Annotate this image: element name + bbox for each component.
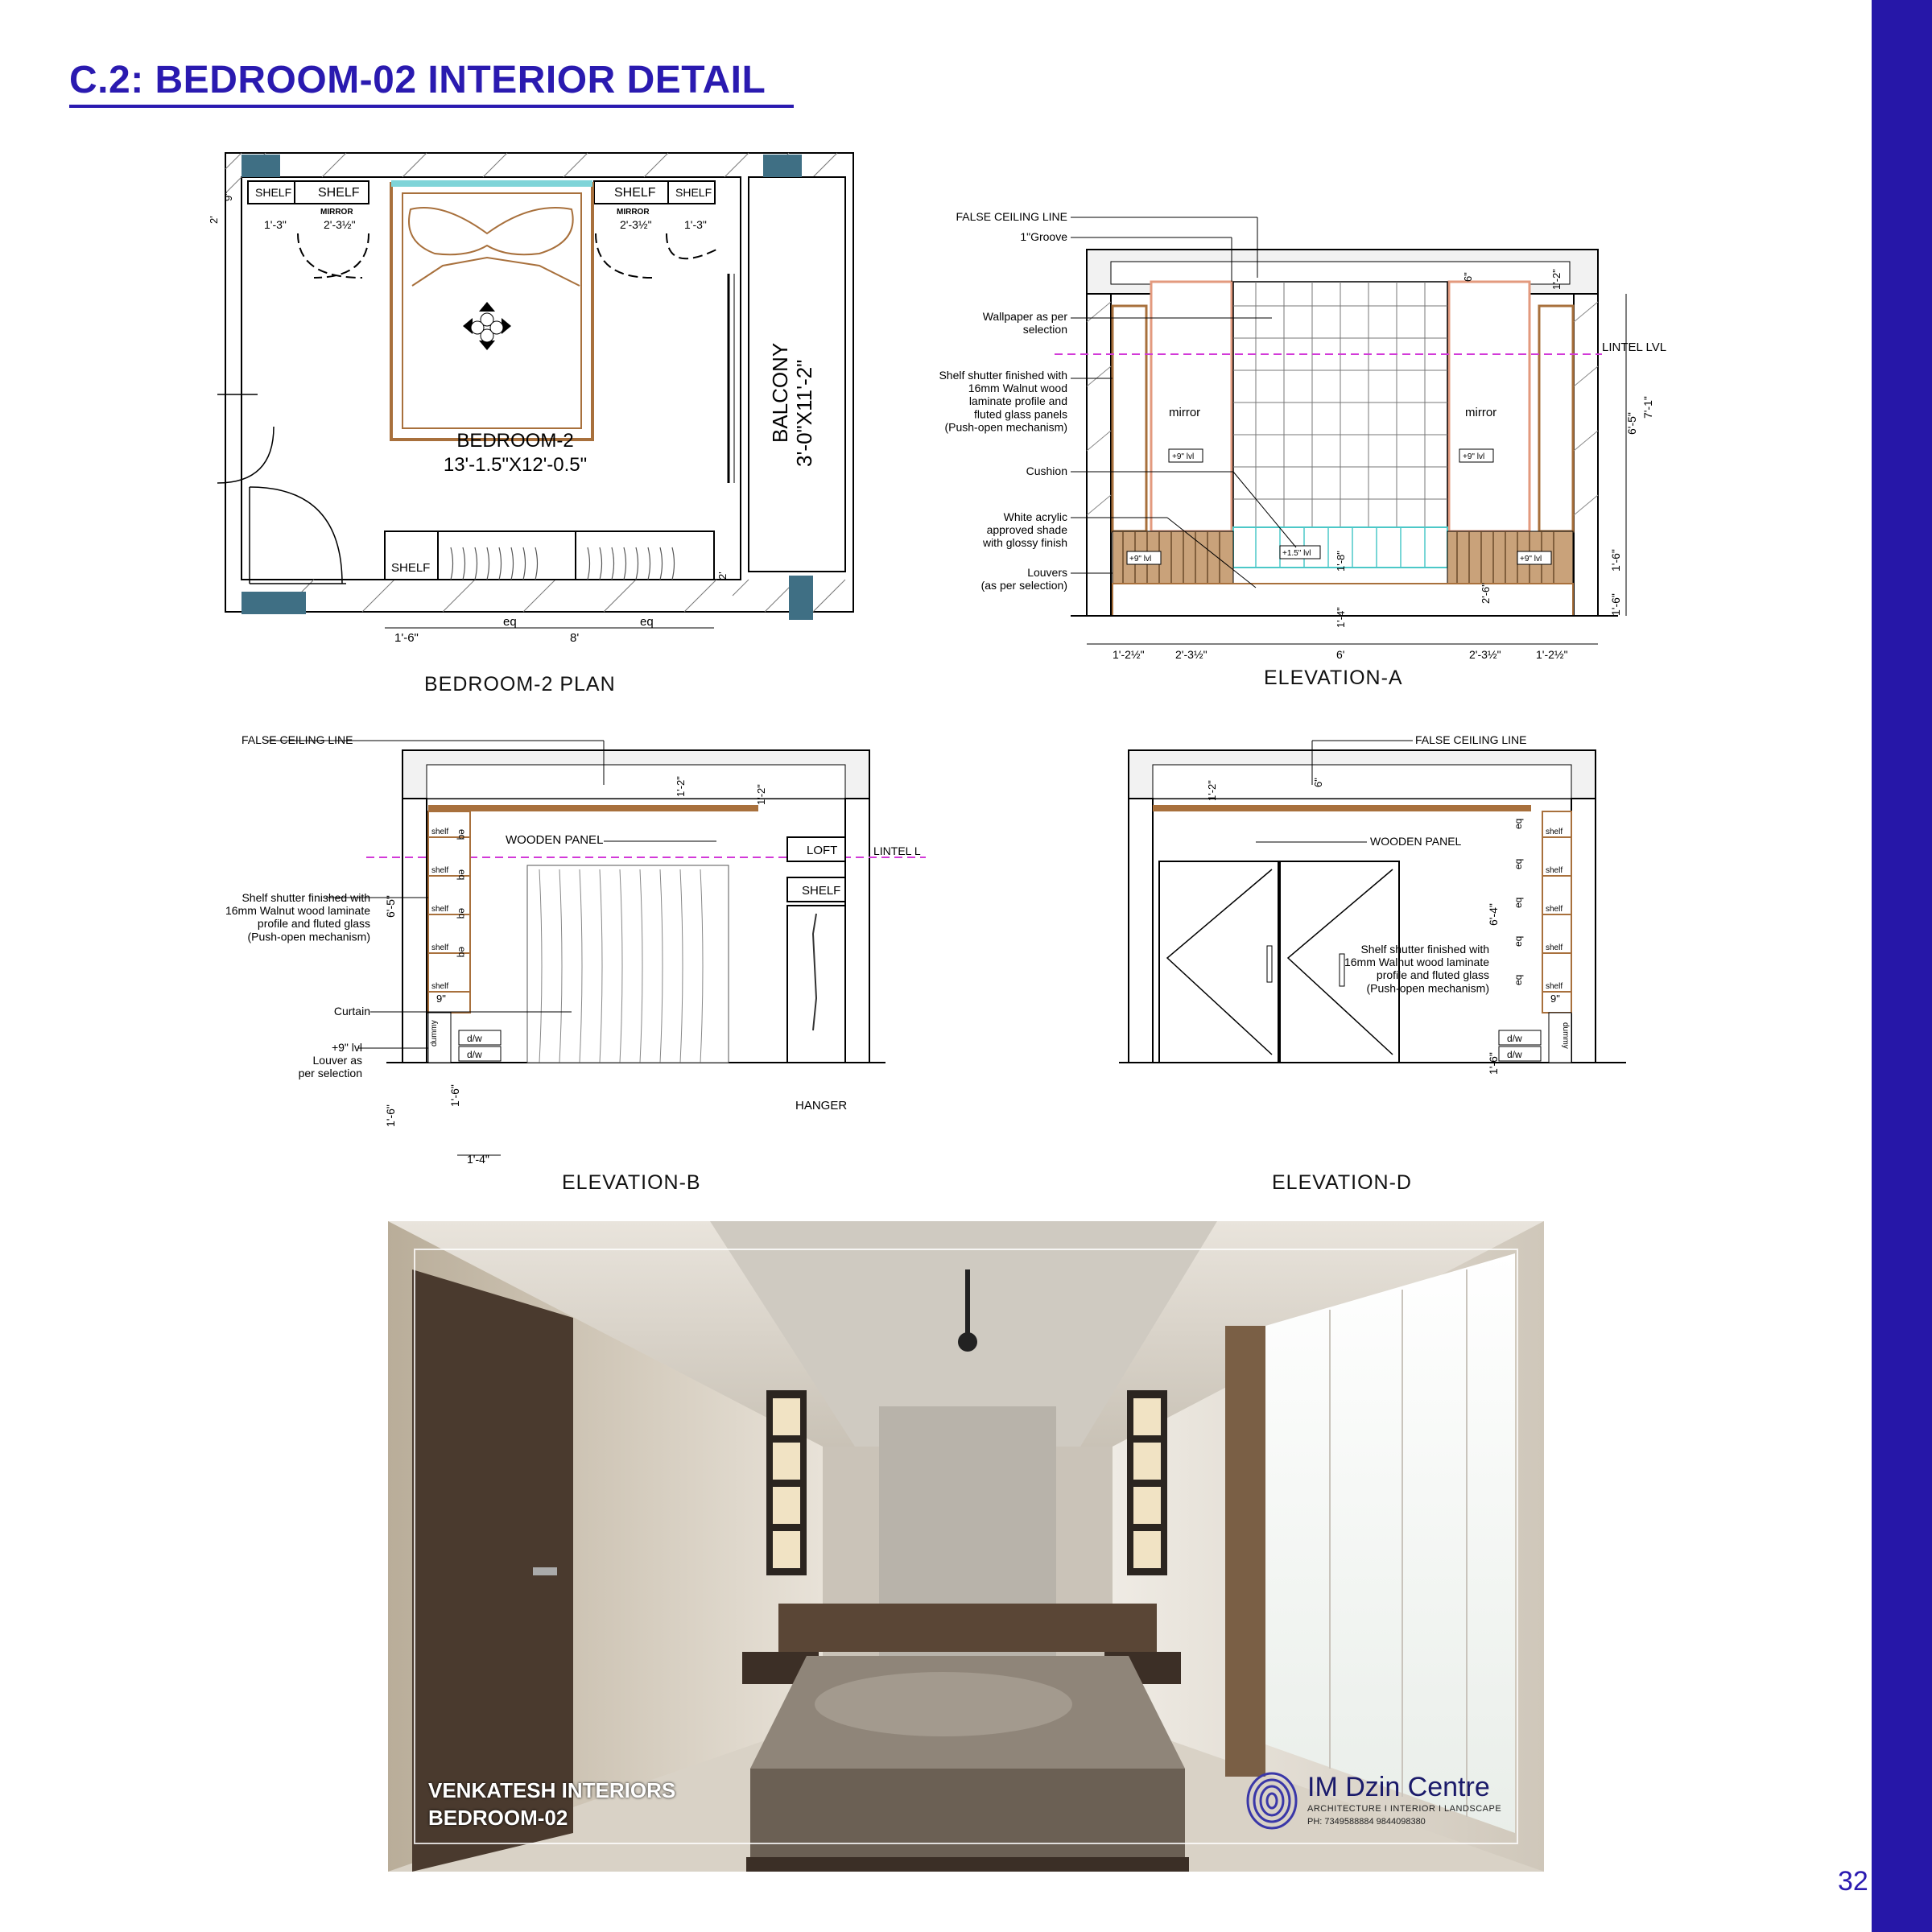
svg-text:eq: eq <box>503 615 517 629</box>
svg-text:+9" lvl: +9" lvl <box>1463 452 1485 461</box>
brand-tagline: ARCHITECTURE I INTERIOR I LANDSCAPE <box>1307 1804 1502 1814</box>
svg-text:2'-3½": 2'-3½" <box>324 218 356 231</box>
svg-text:WOODEN PANEL: WOODEN PANEL <box>1370 835 1462 848</box>
room-size: 13'-1.5"X12'-0.5" <box>443 454 588 476</box>
svg-text:+9" lvl: +9" lvl <box>1172 452 1195 461</box>
elevation-a-drawing <box>926 201 1690 668</box>
svg-text:HANGER: HANGER <box>795 1099 848 1113</box>
svg-text:+9" lvl: +9" lvl <box>1520 555 1542 564</box>
svg-text:1'-8": 1'-8" <box>1335 551 1347 572</box>
svg-text:2'-3½": 2'-3½" <box>620 218 652 231</box>
svg-text:shelf: shelf <box>1546 866 1563 875</box>
side-accent-bar <box>1872 0 1932 1932</box>
svg-text:1"Groove: 1"Groove <box>1020 230 1067 243</box>
svg-text:1'-3": 1'-3" <box>684 218 707 231</box>
page-title: C.2: BEDROOM-02 INTERIOR DETAIL <box>69 59 766 101</box>
svg-text:+9" lvlLouver asper selection: +9" lvl Louver as per selection <box>298 1041 362 1080</box>
svg-text:SHELF: SHELF <box>614 186 656 200</box>
svg-text:Shelf shutter finished with16m: Shelf shutter finished with 16mm Walnut wood laminate profile and fluted glass panels (Push-open mechanism) <box>939 369 1067 434</box>
title-underline <box>69 105 794 108</box>
room-name: BEDROOM-2 <box>456 430 574 452</box>
svg-text:1'-2½": 1'-2½" <box>1113 648 1145 661</box>
svg-text:1'-6": 1'-6" <box>384 1104 397 1127</box>
svg-text:White acrylicapproved shadewit: White acrylic approved shade with glossy finish <box>982 510 1067 550</box>
svg-text:2'-6": 2'-6" <box>1480 583 1492 604</box>
balcony-size: 3'-0"X11'-2" <box>792 359 816 467</box>
svg-text:eq: eq <box>1513 935 1524 947</box>
svg-text:6'-4": 6'-4" <box>1487 903 1500 926</box>
svg-text:6": 6" <box>1462 272 1474 282</box>
svg-text:d/w: d/w <box>467 1033 482 1044</box>
svg-text:SHELF: SHELF <box>318 186 360 200</box>
svg-text:FALSE CEILING LINE: FALSE CEILING LINE <box>1415 733 1527 746</box>
svg-text:shelf: shelf <box>1546 828 1563 836</box>
svg-text:1'-6": 1'-6" <box>1609 549 1622 572</box>
svg-text:+1.5" lvl: +1.5" lvl <box>1282 549 1311 558</box>
svg-text:shelf: shelf <box>431 828 449 836</box>
svg-text:8': 8' <box>570 631 580 645</box>
brand-phone: PH: 7349588884 9844098380 <box>1307 1817 1426 1827</box>
svg-text:Cushion: Cushion <box>1026 464 1067 477</box>
plan-shelf-label: SHELF <box>255 186 292 199</box>
elevation-a-caption: ELEVATION-A <box>1264 667 1403 689</box>
svg-text:WOODEN PANEL: WOODEN PANEL <box>506 833 604 847</box>
svg-text:mirror: mirror <box>1465 406 1497 419</box>
svg-text:eq: eq <box>640 615 654 629</box>
column <box>242 155 280 177</box>
svg-text:Shelf shutter finished with16m: Shelf shutter finished with 16mm Walnut wood laminate profile and fluted glass (Push-open mechanism) <box>1344 943 1489 995</box>
svg-text:2': 2' <box>208 216 220 224</box>
svg-text:Louvers(as per selection): Louvers (as per selection) <box>980 566 1067 592</box>
svg-text:dummy: dummy <box>1561 1022 1570 1049</box>
svg-text:shelf: shelf <box>431 866 449 875</box>
svg-text:shelf: shelf <box>431 982 449 991</box>
svg-text:d/w: d/w <box>1507 1049 1522 1060</box>
svg-text:1'-6": 1'-6" <box>394 631 419 645</box>
svg-text:1'-2½": 1'-2½" <box>1536 648 1568 661</box>
plan-caption: BEDROOM-2 PLAN <box>424 673 616 696</box>
svg-text:eq: eq <box>456 869 468 881</box>
svg-text:2'-3½": 2'-3½" <box>1175 648 1208 661</box>
svg-text:shelf: shelf <box>1546 943 1563 952</box>
svg-text:SHELF: SHELF <box>802 884 841 898</box>
svg-text:SHELF: SHELF <box>391 561 431 575</box>
elevation-b-drawing <box>201 724 942 1175</box>
svg-text:1'-2": 1'-2" <box>755 784 767 805</box>
svg-text:shelf: shelf <box>431 905 449 914</box>
svg-text:shelf: shelf <box>431 943 449 952</box>
svg-text:shelf: shelf <box>1546 982 1563 991</box>
page-number: 32 <box>1838 1866 1868 1897</box>
svg-text:1'-6": 1'-6" <box>448 1084 461 1107</box>
svg-text:1'-3": 1'-3" <box>264 218 287 231</box>
svg-text:shelf: shelf <box>1546 905 1563 914</box>
svg-text:MIRROR: MIRROR <box>320 208 353 217</box>
svg-text:eq: eq <box>1513 897 1524 908</box>
svg-text:FALSE CEILING LINE: FALSE CEILING LINE <box>242 733 353 746</box>
svg-text:d/w: d/w <box>1507 1033 1522 1044</box>
svg-text:SHELF: SHELF <box>675 186 712 199</box>
svg-text:Shelf shutter finished with16m: Shelf shutter finished with 16mm Walnut wood laminate profile and fluted glass (Push-open mechanism) <box>225 891 370 943</box>
svg-text:d/w: d/w <box>467 1049 482 1060</box>
svg-text:eq: eq <box>456 947 468 958</box>
mirror-label: mirror <box>1169 406 1201 419</box>
svg-text:9": 9" <box>222 192 234 201</box>
balcony-name: BALCONY <box>768 342 792 443</box>
svg-text:LINTEL L: LINTEL L <box>873 844 921 857</box>
svg-text:eq: eq <box>1513 858 1524 869</box>
svg-text:2': 2' <box>716 572 729 580</box>
svg-text:FALSE CEILING LINE: FALSE CEILING LINE <box>956 210 1067 223</box>
svg-text:1'-4": 1'-4" <box>467 1153 489 1166</box>
svg-text:2'-3½": 2'-3½" <box>1469 648 1501 661</box>
svg-text:1'-6": 1'-6" <box>1487 1052 1500 1075</box>
svg-text:6'-5": 6'-5" <box>1625 412 1638 435</box>
svg-text:MIRROR: MIRROR <box>617 208 650 217</box>
brand-logo <box>1243 1769 1509 1849</box>
svg-text:6": 6" <box>1312 778 1324 787</box>
svg-text:1'-4": 1'-4" <box>1335 607 1347 628</box>
svg-text:eq: eq <box>1513 974 1524 985</box>
svg-text:Wallpaper as perselection: Wallpaper as per selection <box>982 310 1067 336</box>
svg-text:Curtain: Curtain <box>333 1005 370 1018</box>
svg-text:eq: eq <box>456 908 468 919</box>
render-caption: VENKATESH INTERIORS BEDROOM-02 <box>428 1778 676 1830</box>
svg-text:LOFT: LOFT <box>807 844 838 857</box>
svg-text:9": 9" <box>436 993 446 1005</box>
svg-text:eq: eq <box>1513 818 1524 829</box>
svg-text:dummy: dummy <box>430 1020 439 1046</box>
svg-text:+9" lvl: +9" lvl <box>1129 555 1152 564</box>
bedroom-render-image <box>388 1221 1544 1872</box>
svg-text:1'-2": 1'-2" <box>1206 780 1218 801</box>
elevation-b-caption: ELEVATION-B <box>562 1171 701 1194</box>
svg-text:6': 6' <box>1336 648 1345 661</box>
svg-text:1'-6": 1'-6" <box>1609 593 1622 616</box>
elevation-d-drawing <box>1111 724 1658 1159</box>
svg-text:eq: eq <box>456 829 468 840</box>
brand-name: IM Dzin Centre <box>1307 1772 1490 1802</box>
elevation-d-caption: ELEVATION-D <box>1272 1171 1412 1194</box>
svg-text:6'-5": 6'-5" <box>384 895 397 918</box>
svg-text:1'-2": 1'-2" <box>675 776 687 797</box>
svg-text:7'-1": 7'-1" <box>1641 396 1654 419</box>
svg-text:1'-2": 1'-2" <box>1550 269 1563 290</box>
lintel-label: LINTEL LVL <box>1602 341 1667 354</box>
bedroom-plan-drawing <box>201 145 886 660</box>
svg-text:9": 9" <box>1550 993 1560 1005</box>
